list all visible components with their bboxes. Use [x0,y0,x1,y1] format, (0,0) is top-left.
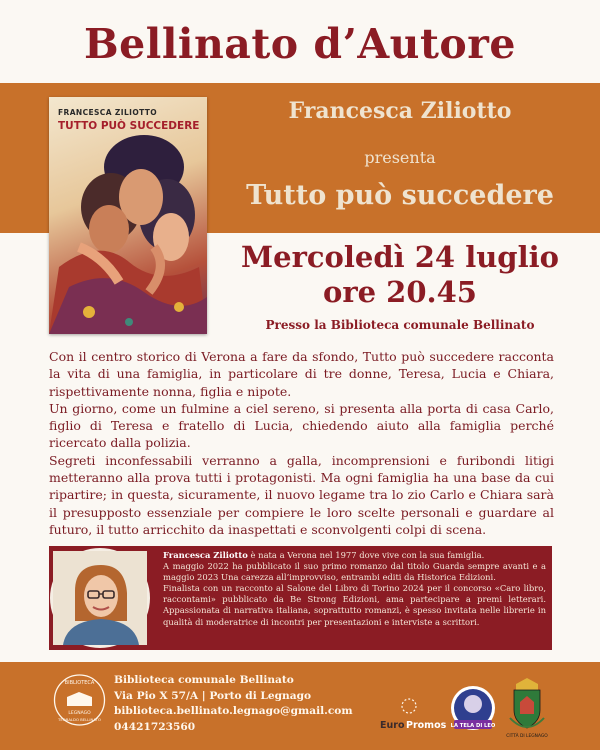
event-date-time: ore 20.45 [323,275,477,309]
promos-text: Promos [406,720,447,731]
bio-line: Finalista con un racconto al Salone del Libro di Torino 2024 per il concorso «Caro libro, raccontami» pubblicato da Be Strong Edizioni, ama partecipare a premi letterari. Appassionata di narrativa italiana, soprattutto romanzi, è spesso invitata nelle librerie in qualità di moderatrice di incontri per presentazioni e interviste a scrittori. [163,583,546,627]
description-paragraph: Con il centro storico di Verona a fare da sfondo, Tutto può succedere racconta la vita di una famiglia, in particolare di tre donne, Teresa, Lucia e Chiara, rispettivamente nonna, figlia e nipote. [49,349,554,399]
description-paragraph: Segreti inconfessabili verranno a galla, incomprensioni e furibondi litigi metteranno alla prova tutti i protagonisti. Ma ogni famiglia ha una base da cui ripartire; in questa, sicuramente, il nuovo legame tra lo zio Carlo e Chiara sarà il presupposto essenziale per compiere le loro scelte personali e guardare al futuro, il tutto arricchito da inaspettati e sconvolgenti colpi di scena. [49,452,554,537]
footer-name: Biblioteca comunale Bellinato [114,674,294,686]
footer-phone[interactable]: 04421723560 [114,720,196,733]
author-portrait-image [53,551,147,645]
event-presents: presenta [364,148,436,167]
biblioteca-logo-top: BIBLIOTECA [64,680,95,686]
tela-text: LA TELA DI LEO [450,723,496,729]
bio-line: A maggio 2022 ha pubblicato il suo primo romanzo dal titolo Guarda sempre avanti e a maggio 2023 Una carezza all’improvviso, entrambi editi da Historica Edizioni. [163,561,546,583]
cover-author: FRANCESCA ZILIOTTO [58,108,158,117]
event-date [220,240,580,310]
euro-text: Euro [380,720,405,731]
biblioteca-logo [52,672,107,732]
bio-line [163,550,546,561]
biblioteca-logo-bottom: TEOBALDO BELLINATO [58,717,101,722]
footer-email[interactable]: biblioteca.bellinato.legnago@gmail.com [114,705,353,718]
citta-di-legnago-logo [504,676,550,740]
cover-title: TUTTO PUÒ SUCCEDERE [58,120,200,132]
event-author: Francesca Ziliotto [288,98,512,124]
book-cover [49,97,207,334]
biblioteca-logo-mid: LEGNAGO [68,711,91,716]
footer-contact [114,673,353,735]
bio-text: è nata a Verona nel 1977 dove vive con la sua famiglia. [247,550,485,560]
event-location: Presso la Biblioteca comunale Bellinato [265,318,535,332]
page-title: Bellinato d’Autore [84,20,516,68]
cover-illustration [49,97,207,334]
bio-name: Francesca Ziliotto [163,550,248,560]
europromos-logo [378,696,447,736]
author-photo [50,548,150,648]
author-bio [163,550,546,628]
citta-text: CITTÀ DI LEGNAGO [506,734,548,739]
event-book-title: Tutto può succedere [246,180,554,211]
footer-address: Via Pio X 57/A | Porto di Legnago [114,689,312,702]
event-date-day: Mercoledì 24 luglio [241,240,559,274]
description-paragraph: Un giorno, come un fulmine a ciel sereno, si presenta alla porta di casa Carlo, figlio di Teresa e fratello di Lucia, chiedendo aiuto alla famiglia perché ricercato dalla polizia. [49,400,554,451]
book-description [49,348,554,538]
tela-di-leo-logo [448,680,498,740]
